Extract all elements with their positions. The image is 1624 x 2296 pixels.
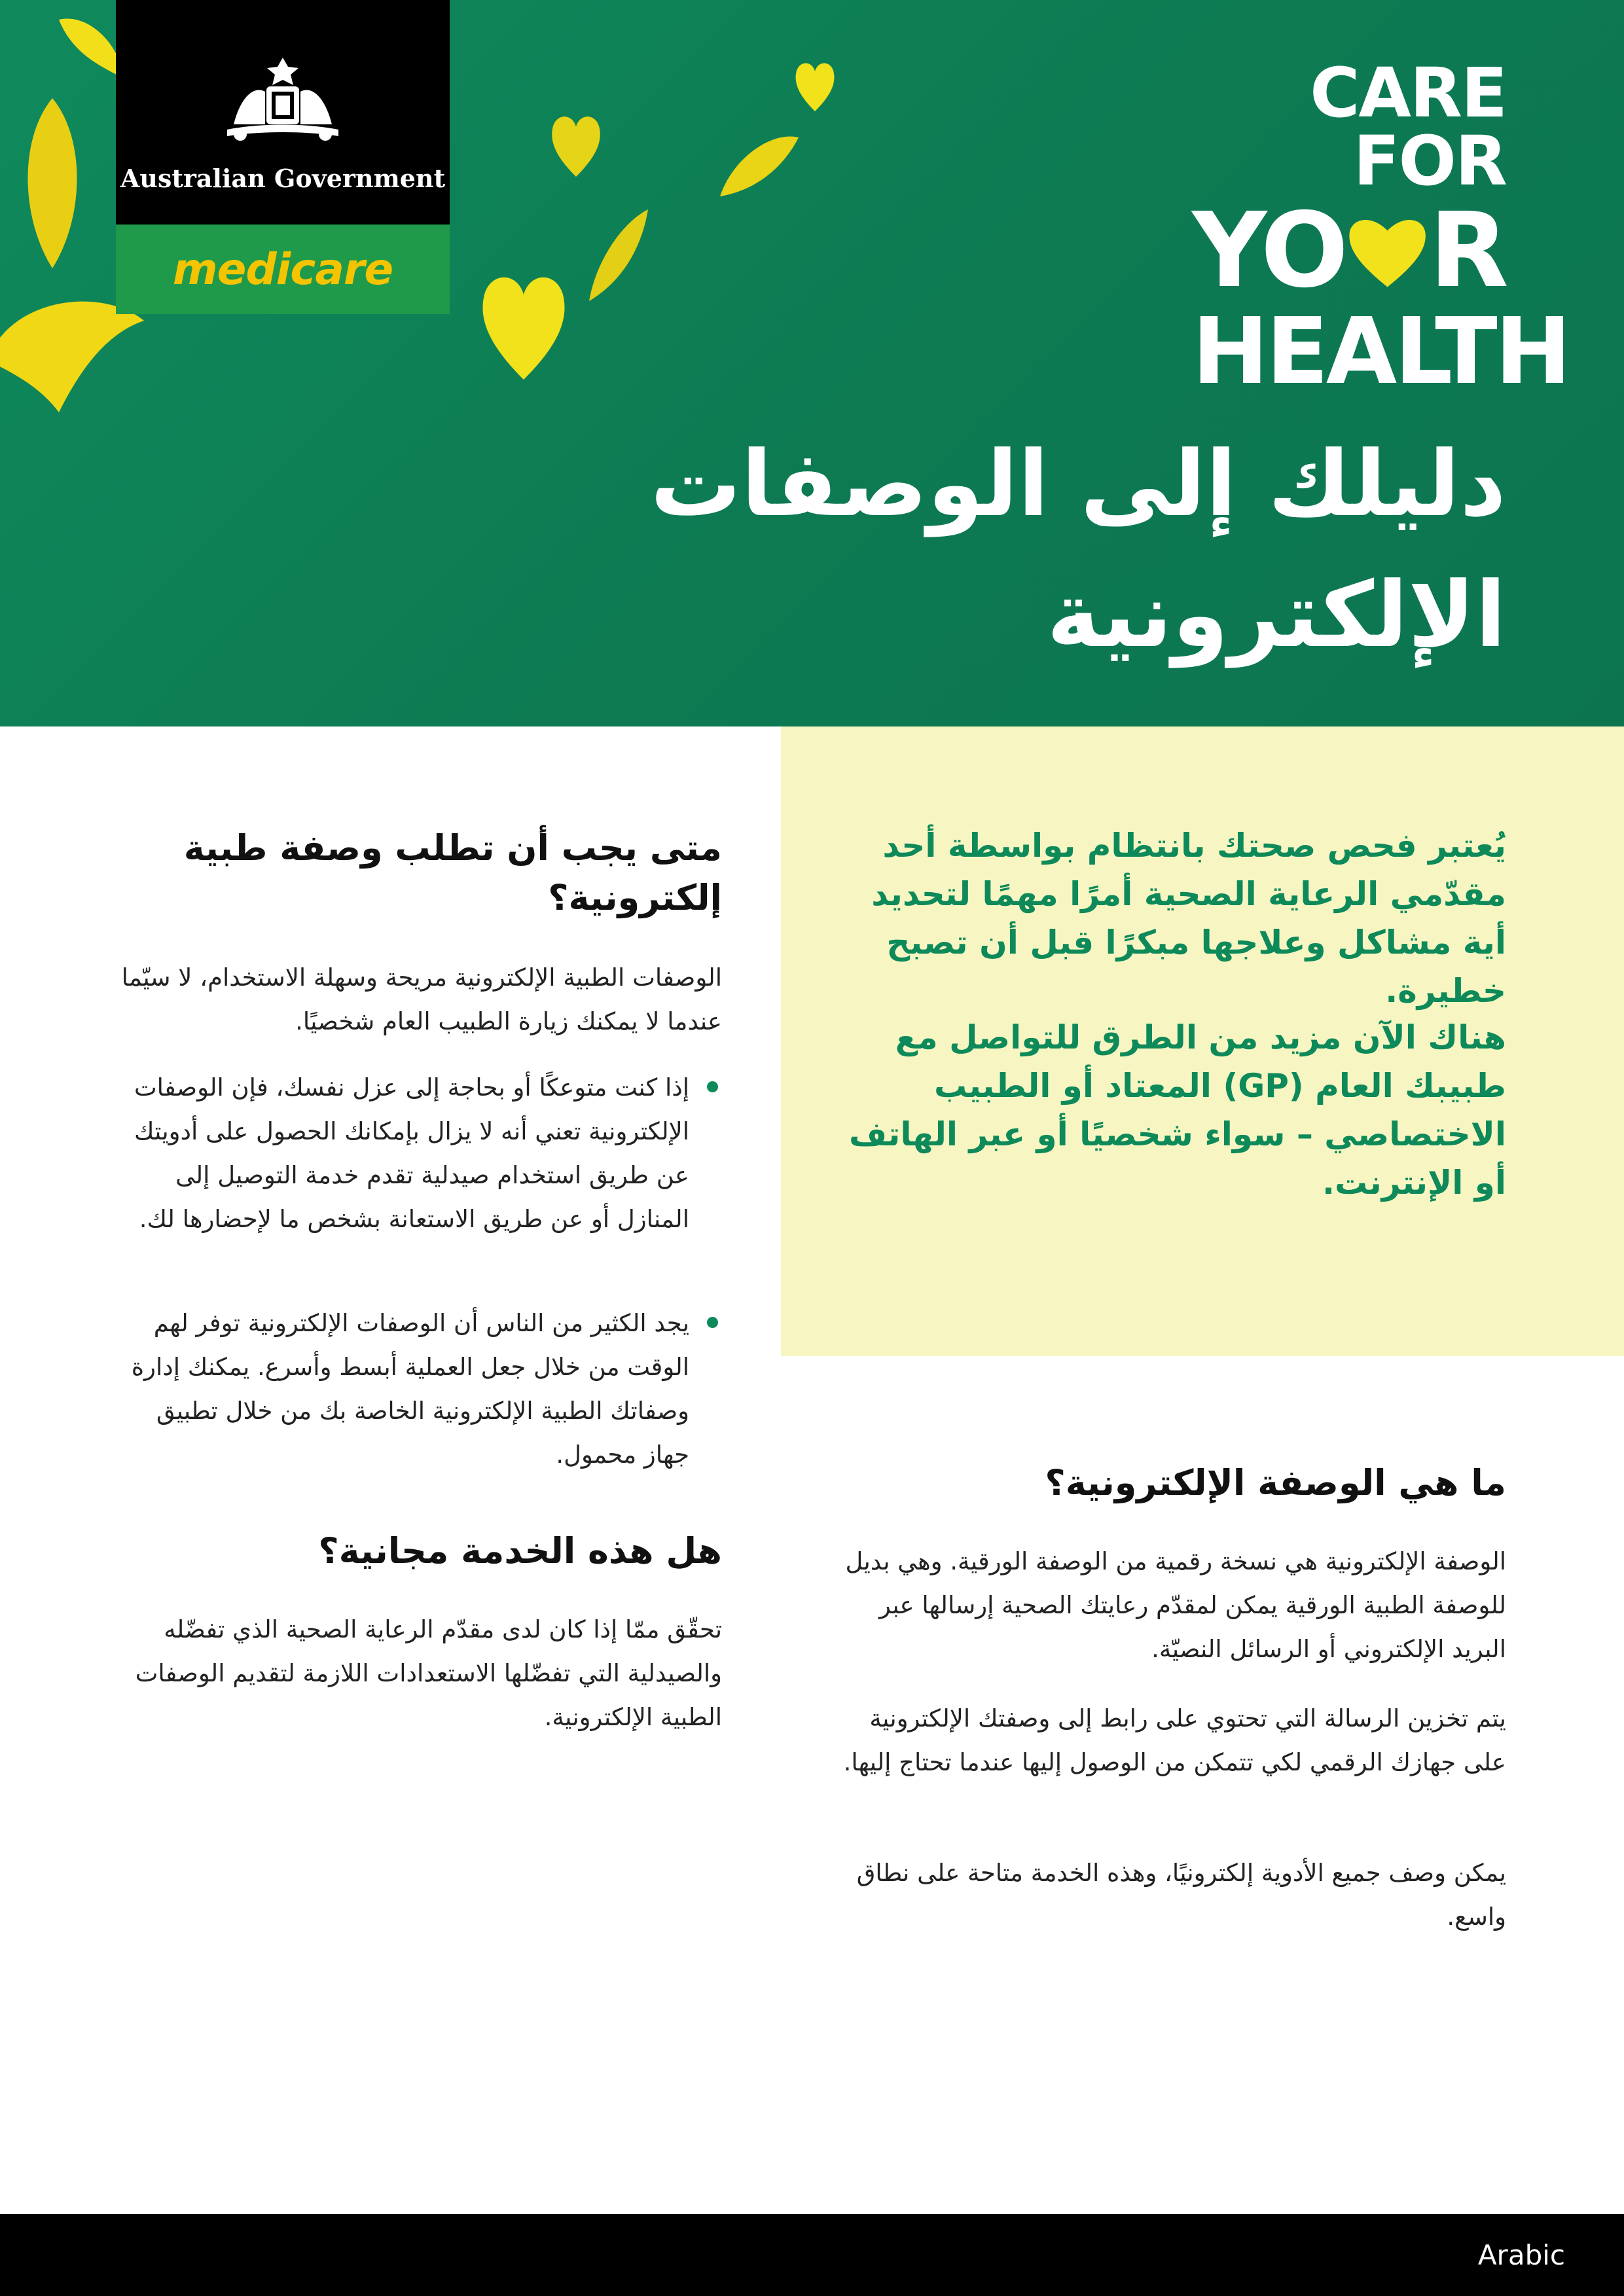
free-paragraph: تحقّق ممّا إذا كان لدى مقدّم الرعاية الصحية الذي تفضّله والصيدلية التي تفضّلها الاستعدادات اللازمة لتقديم الوصفات الطبية الإلكترونية. [135,1615,722,1731]
care-for-your-health-logo [1192,53,1569,405]
free-heading: هل هذه الخدمة مجانية؟ [318,1530,722,1571]
intro-paragraph-2: هناك الآن مزيد من الطرق للتواصل مع طبيبك العام (GP) المعتاد أو الطبيب الاختصاصي – سواء شخصيًا أو عبر الهاتف أو الإنترنت. [849,1018,1506,1202]
when-bullet-1: إذا كنت متوعكًا أو بحاجة إلى عزل نفسك، فإن الوصفات الإلكترونية تعني أنه لا يزال بإمكانك الحصول على أدويتك عن طريق استخدام صيدلية تقدم خدمة التوصيل إلى المنازل أو عن طريق الاستعانة بشخص ما لإحضارها لك. [134,1073,689,1233]
page-title [524,419,1506,681]
language-label: Arabic [1477,2239,1565,2271]
heart-leaf-icon [789,59,841,111]
campaign-line-3: HEALTH [1192,298,1569,405]
when-paragraph: الوصفات الطبية الإلكترونية مريحة وسهلة الاستخدام، لا سيّما عندما لا يمكنك زيارة الطبيب العام شخصيًا. [121,963,722,1035]
leaf-decoration-icon [720,131,799,196]
what-paragraph-1: الوصفة الإلكترونية هي نسخة رقمية من الوصفة الورقية. وهي بديل للوصفة الطبية الورقية يمكن لمقدّم رعايتك الصحية إرسالها عبر البريد الإلكتروني أو الرسائل النصيّة. [845,1547,1506,1663]
hero-banner [0,0,1624,726]
medicare-logo [116,224,450,314]
leaf-decoration-icon [589,209,648,301]
footer-bar [0,2214,1624,2296]
heart-icon [1347,208,1428,293]
title-line-1: دليلك إلى الوصفات [650,431,1506,537]
campaign-line-2-start: YO [1192,190,1346,311]
medicare-wordmark: medicare [172,244,393,295]
heart-leaf-icon [543,111,609,177]
campaign-line-2 [1192,190,1506,311]
leaf-decoration-icon [13,98,92,268]
when-bullet-2: يجد الكثير من الناس أن الوصفات الإلكترونية توفر لهم الوقت من خلال جعل العملية أبسط وأسرع. يمكنك إدارة وصفاتك الطبية الإلكترونية الخاصة بك من خلال تطبيق جهاز محمول. [131,1309,689,1469]
what-paragraph-2: يتم تخزين الرسالة التي تحتوي على رابط إلى وصفتك الإلكترونية على جهازك الرقمي لكي تتمكن من الوصول إليها عندما تحتاج إليها. [843,1704,1506,1776]
australian-government-logo [116,0,450,224]
campaign-line-2-end: R [1429,190,1506,311]
title-line-2: الإلكترونية [1047,562,1506,668]
government-name: Australian Government [120,164,446,193]
what-heading: ما هي الوصفة الإلكترونية؟ [1045,1462,1506,1503]
what-paragraph-3: يمكن وصف جميع الأدوية إلكترونيًا، وهذه الخدمة متاحة على نطاق واسع. [856,1859,1506,1931]
intro-paragraph-1: يُعتبر فحص صحتك بانتظام بواسطة أحد مقدّمي الرعاية الصحية أمرًا مهمًا لتحديد أية مشاكل وعلاجها مبكرًا قبل أن تصبح خطيرة. [871,827,1506,1010]
leaf-decoration-icon [59,13,124,79]
campaign-line-1: CARE FOR [1310,53,1506,201]
coat-of-arms-icon [214,52,352,151]
bullet-dot-1 [707,1081,718,1092]
bullet-dot-2 [707,1317,718,1328]
when-heading: متى يجب أن تطلب وصفة طبية إلكترونية؟ [183,827,722,918]
heart-leaf-icon [478,268,569,380]
